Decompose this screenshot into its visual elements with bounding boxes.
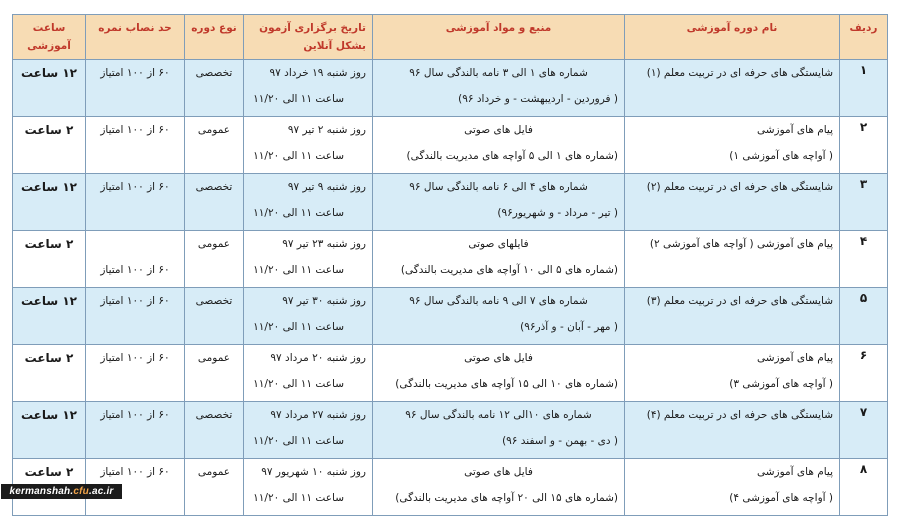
exam-time-line: ساعت ۱۱ الی ۱۱/۲۰ — [253, 435, 344, 447]
course-name-line1: شایستگی های حرفه ای در تربیت معلم (۴) — [646, 409, 833, 421]
min-score-value: ۶۰ از ۱۰۰ امتیاز — [100, 264, 170, 276]
min-score-value: ۶۰ از ۱۰۰ امتیاز — [100, 409, 170, 421]
hours-cell — [13, 60, 86, 117]
course-name-cell — [625, 402, 840, 459]
site-watermark-logo — [1, 484, 122, 499]
course-type-value: عمومی — [197, 466, 231, 478]
header-hours-line2: آموزشی — [27, 40, 71, 52]
source-cell — [373, 459, 625, 516]
course-name-cell — [625, 459, 840, 516]
course-name-cell — [625, 60, 840, 117]
header-hours-line1: ساعت — [32, 22, 66, 34]
min-score-cell — [86, 345, 185, 402]
exam-date-cell — [244, 117, 373, 174]
min-score-value: ۶۰ از ۱۰۰ امتیاز — [100, 181, 170, 193]
exam-time-line: ساعت ۱۱ الی ۱۱/۲۰ — [253, 207, 344, 219]
min-score-cell — [86, 60, 185, 117]
row-number-value: ۸ — [859, 462, 868, 476]
exam-time-line: ساعت ۱۱ الی ۱۱/۲۰ — [253, 264, 344, 276]
header-source: منبع و مواد آموزشی — [373, 15, 625, 60]
min-score-value: ۶۰ از ۱۰۰ امتیاز — [100, 124, 170, 136]
table-row — [13, 402, 888, 459]
course-name-line1: پیام های آموزشی — [756, 352, 833, 364]
exam-date-line1: روز شنبه ۲۰ مرداد ۹۷ — [270, 352, 366, 364]
table-row — [13, 174, 888, 231]
source-line1: فایل های صوتی — [464, 124, 533, 136]
exam-date-line1: روز شنبه ۳۰ تیر ۹۷ — [282, 295, 366, 307]
source-cell — [373, 174, 625, 231]
exam-date-line1: روز شنبه ۱۰ شهریور ۹۷ — [261, 466, 366, 478]
min-score-value: ۶۰ از ۱۰۰ امتیاز — [100, 466, 170, 478]
row-number-value: ۴ — [859, 234, 868, 248]
schedule-table-wrapper — [12, 14, 887, 516]
exam-date-cell — [244, 402, 373, 459]
source-line2: (شماره های ۱۵ الی ۲۰ آواچه های مدیریت بالندگی) — [395, 492, 618, 504]
source-cell — [373, 231, 625, 288]
hours-value: ۱۲ ساعت — [20, 66, 78, 80]
source-cell — [373, 60, 625, 117]
min-score-cell — [86, 288, 185, 345]
course-name-cell — [625, 231, 840, 288]
course-name-cell — [625, 117, 840, 174]
course-type-value: عمومی — [197, 124, 231, 136]
row-number — [840, 459, 888, 516]
source-line1: فایلهای صوتی — [468, 238, 529, 250]
source-line2: (شماره های ۵ الی ۱۰ آواچه های مدیریت بالندگی) — [400, 264, 618, 276]
exam-date-cell — [244, 231, 373, 288]
hours-value: ۱۲ ساعت — [20, 180, 78, 194]
course-type-value: تخصصی — [195, 67, 233, 79]
course-name-line2: ( آواچه های آموزشی ۴) — [729, 492, 833, 504]
header-exam-date — [244, 15, 373, 60]
source-line1: شماره های ۱۰الی ۱۲ نامه بالندگی سال ۹۶ — [405, 409, 592, 421]
course-name-line2: ( آواچه های آموزشی ۱) — [729, 150, 833, 162]
min-score-value: ۶۰ از ۱۰۰ امتیاز — [100, 67, 170, 79]
course-type-cell — [185, 459, 244, 516]
exam-date-cell — [244, 288, 373, 345]
course-name-line1: پیام های آموزشی — [756, 466, 833, 478]
exam-date-line1: روز شنبه ۱۹ خرداد ۹۷ — [269, 67, 366, 79]
hours-cell — [13, 117, 86, 174]
course-name-line1: شایستگی های حرفه ای در تربیت معلم (۳) — [646, 295, 833, 307]
source-cell — [373, 345, 625, 402]
source-line2: ( دی - بهمن - و اسفند ۹۶) — [502, 435, 618, 447]
watermark-text-c: .ac.ir — [88, 486, 114, 497]
source-line2: (شماره های ۱۰ الی ۱۵ آواچه های مدیریت بالندگی) — [395, 378, 618, 390]
row-number — [840, 117, 888, 174]
row-number — [840, 231, 888, 288]
course-name-line1: شایستگی های حرفه ای در تربیت معلم (۲) — [646, 181, 833, 193]
course-type-value: تخصصی — [195, 409, 233, 421]
source-cell — [373, 402, 625, 459]
source-line1: فایل های صوتی — [464, 352, 533, 364]
row-number-value: ۱ — [859, 63, 868, 77]
course-schedule-table — [12, 14, 888, 516]
row-number-value: ۲ — [859, 120, 868, 134]
hours-value: ۱۲ ساعت — [20, 294, 78, 308]
min-score-cell — [86, 231, 185, 288]
course-type-value: تخصصی — [195, 181, 233, 193]
course-type-value: عمومی — [197, 238, 231, 250]
course-name-line1: پیام های آموزشی ( آواچه های آموزشی ۲) — [649, 238, 833, 250]
exam-date-cell — [244, 345, 373, 402]
exam-time-line: ساعت ۱۱ الی ۱۱/۲۰ — [253, 492, 344, 504]
course-type-cell — [185, 288, 244, 345]
course-name-line1: شایستگی های حرفه ای در تربیت معلم (۱) — [646, 67, 833, 79]
watermark-text-a: kermanshah. — [9, 486, 74, 497]
header-hours — [13, 15, 86, 60]
row-number — [840, 345, 888, 402]
course-name-cell — [625, 288, 840, 345]
row-number-value: ۳ — [859, 177, 868, 191]
hours-cell — [13, 402, 86, 459]
header-course-name: نام دوره آموزشی — [625, 15, 840, 60]
source-line1: فایل های صوتی — [464, 466, 533, 478]
course-type-cell — [185, 402, 244, 459]
exam-date-line1: روز شنبه ۲۳ تیر ۹۷ — [282, 238, 366, 250]
course-type-cell — [185, 345, 244, 402]
course-name-cell — [625, 174, 840, 231]
source-line1: شماره های ۱ الی ۳ نامه بالندگی سال ۹۶ — [409, 67, 588, 79]
course-name-line2: ( آواچه های آموزشی ۳) — [729, 378, 833, 390]
min-score-value: ۶۰ از ۱۰۰ امتیاز — [100, 295, 170, 307]
source-line2: ( تیر - مرداد - و شهریور۹۶) — [497, 207, 618, 219]
watermark-text-b: cfu — [73, 486, 89, 497]
course-type-value: تخصصی — [195, 295, 233, 307]
header-min-score: حد نصاب نمره — [86, 15, 185, 60]
course-type-value: عمومی — [197, 352, 231, 364]
table-body — [13, 60, 888, 516]
exam-date-cell — [244, 174, 373, 231]
source-line1: شماره های ۴ الی ۶ نامه بالندگی سال ۹۶ — [409, 181, 588, 193]
source-line2: ( مهر - آبان - و آذر۹۶) — [520, 321, 618, 333]
exam-date-line1: روز شنبه ۲۷ مرداد ۹۷ — [270, 409, 366, 421]
exam-date-cell — [244, 459, 373, 516]
table-row — [13, 288, 888, 345]
row-number — [840, 402, 888, 459]
hours-value: ۲ ساعت — [24, 237, 74, 251]
exam-time-line: ساعت ۱۱ الی ۱۱/۲۰ — [253, 93, 344, 105]
table-row — [13, 60, 888, 117]
exam-date-line1: روز شنبه ۲ تیر ۹۷ — [287, 124, 366, 136]
min-score-cell — [86, 402, 185, 459]
source-line2: (شماره های ۱ الی ۵ آواچه های مدیریت بالندگی) — [406, 150, 618, 162]
exam-time-line: ساعت ۱۱ الی ۱۱/۲۰ — [253, 321, 344, 333]
header-course-type: نوع دوره — [185, 15, 244, 60]
table-header-row — [13, 15, 888, 60]
exam-time-line: ساعت ۱۱ الی ۱۱/۲۰ — [253, 378, 344, 390]
course-type-cell — [185, 117, 244, 174]
min-score-value: ۶۰ از ۱۰۰ امتیاز — [100, 352, 170, 364]
hours-cell — [13, 345, 86, 402]
header-row-number: ردیف — [840, 15, 888, 60]
row-number-value: ۵ — [859, 291, 868, 305]
hours-value: ۱۲ ساعت — [20, 408, 78, 422]
hours-cell — [13, 288, 86, 345]
row-number-value: ۶ — [859, 348, 868, 362]
hours-cell — [13, 231, 86, 288]
table-row — [13, 345, 888, 402]
exam-date-cell — [244, 60, 373, 117]
hours-cell — [13, 174, 86, 231]
min-score-cell — [86, 117, 185, 174]
table-row — [13, 231, 888, 288]
min-score-cell — [86, 174, 185, 231]
header-exam-date-line2: بشکل آنلاین — [303, 40, 366, 52]
hours-value: ۲ ساعت — [24, 123, 74, 137]
table-row — [13, 117, 888, 174]
course-type-cell — [185, 174, 244, 231]
header-exam-date-line1: تاریخ برگزاری آزمون — [259, 22, 366, 34]
exam-date-line1: روز شنبه ۹ تیر ۹۷ — [287, 181, 366, 193]
hours-value: ۲ ساعت — [24, 351, 74, 365]
source-cell — [373, 288, 625, 345]
source-line1: شماره های ۷ الی ۹ نامه بالندگی سال ۹۶ — [409, 295, 588, 307]
hours-value: ۲ ساعت — [24, 465, 74, 479]
source-cell — [373, 117, 625, 174]
course-name-cell — [625, 345, 840, 402]
course-type-cell — [185, 60, 244, 117]
course-name-line1: پیام های آموزشی — [756, 124, 833, 136]
exam-time-line: ساعت ۱۱ الی ۱۱/۲۰ — [253, 150, 344, 162]
row-number-value: ۷ — [859, 405, 868, 419]
course-type-cell — [185, 231, 244, 288]
row-number — [840, 60, 888, 117]
table-row — [13, 459, 888, 516]
source-line2: ( فروردین - اردیبهشت - و خرداد ۹۶) — [458, 93, 618, 105]
row-number — [840, 174, 888, 231]
row-number — [840, 288, 888, 345]
